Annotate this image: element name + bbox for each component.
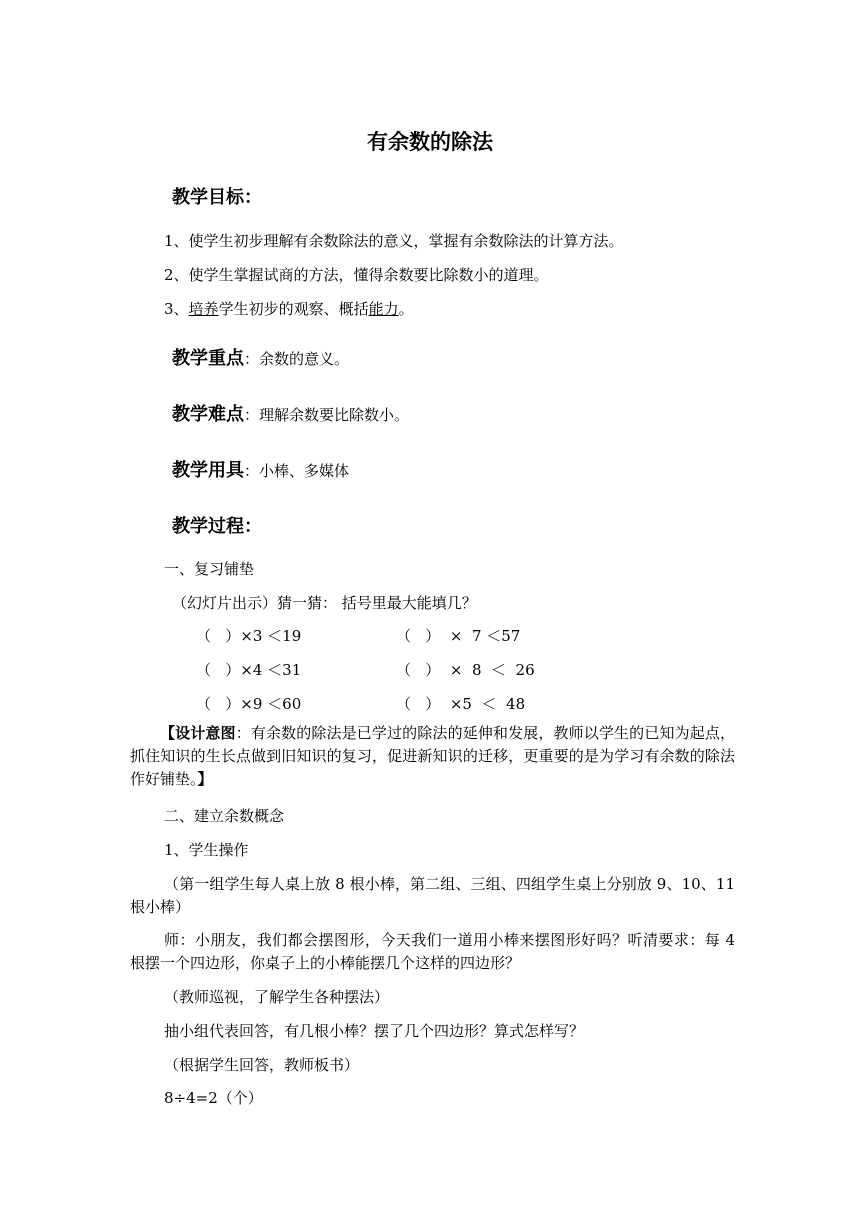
sub-student-operation: 1、学生操作 bbox=[164, 841, 249, 859]
equation-right-3: （ ） ×5 ＜ 48 bbox=[396, 695, 526, 713]
equation-right-2: （ ） × 8 ＜ 26 bbox=[396, 661, 535, 679]
paragraph-teacher-patrol: （教师巡视，了解学生各种摆法） bbox=[164, 988, 390, 1006]
goal-item-3-mid: 学生初步的观察、概括 bbox=[218, 300, 369, 318]
equation-right-1: （ ） × 7 ＜57 bbox=[396, 627, 521, 645]
tools-text: ：小棒、多媒体 bbox=[244, 462, 350, 480]
key-point-text: ：余数的意义。 bbox=[244, 350, 350, 368]
goal-link-cultivate[interactable]: 培养 bbox=[188, 300, 219, 318]
process-heading: 教学过程： bbox=[172, 516, 262, 537]
equation-left-2: （ ）×4 ＜31 bbox=[196, 661, 302, 679]
paragraph-teacher-question: 师：小朋友，我们都会摆图形，今天我们一道用小棒来摆图形好吗？听清要求：每 4 根摆一个四边形，你桌子上的小棒能摆几个这样的四边形？ bbox=[130, 931, 735, 972]
design-intent-close: 】 bbox=[197, 770, 213, 788]
goal-item-3-suffix: 。 bbox=[398, 300, 414, 318]
design-intent-label: 【设计意图 bbox=[160, 724, 236, 742]
goal-item-2: 2、使学生掌握试商的方法，懂得余数要比除数小的道理。 bbox=[164, 266, 549, 284]
paragraph-group-answer: 抽小组代表回答，有几根小棒？摆了几个四边形？算式怎样写？ bbox=[164, 1022, 585, 1040]
goal-item-1: 1、使学生初步理解有余数除法的意义，掌握有余数除法的计算方法。 bbox=[164, 232, 624, 250]
difficulty-text: ：理解余数要比除数小。 bbox=[244, 406, 410, 424]
goal-item-3 bbox=[164, 298, 414, 319]
goals-heading: 教学目标： bbox=[172, 187, 262, 208]
paragraph-sticks-setup: （第一组学生每人桌上放 8 根小棒，第二组、三组、四组学生桌上分别放 9、10、11 根小棒） bbox=[130, 875, 735, 916]
difficulty-label: 教学难点 bbox=[172, 404, 244, 425]
design-intent bbox=[130, 722, 735, 791]
section-remainder-concept: 二、建立余数概念 bbox=[164, 807, 285, 825]
tools-label: 教学用具 bbox=[172, 460, 244, 481]
key-point-label: 教学重点 bbox=[172, 348, 244, 369]
goal-item-3-prefix: 3、 bbox=[164, 300, 189, 318]
equation-left-3: （ ）×9 ＜60 bbox=[196, 695, 302, 713]
teaching-tools bbox=[172, 456, 349, 482]
equation-board-result: 8÷4=2（个） bbox=[164, 1089, 263, 1107]
goal-link-ability[interactable]: 能力 bbox=[368, 300, 399, 318]
document-title: 有余数的除法 bbox=[367, 130, 493, 154]
difficulty bbox=[172, 400, 409, 426]
equation-left-1: （ ）×3 ＜19 bbox=[196, 627, 302, 645]
paragraph-board-writing: （根据学生回答，教师板书） bbox=[164, 1056, 360, 1074]
section-review: 一、复习铺垫 bbox=[164, 560, 255, 578]
design-intent-text: ：有余数的除法是已学过的除法的延伸和发展，教师以学生的已知为起点，抓住知识的生长点做到旧知识的复习，促进新知识的迁移，更重要的是为学习有余数的除法作好铺垫。 bbox=[130, 724, 735, 788]
key-point bbox=[172, 344, 349, 370]
guess-prompt: （幻灯片出示）猜一猜： 括号里最大能填几？ bbox=[172, 594, 477, 612]
